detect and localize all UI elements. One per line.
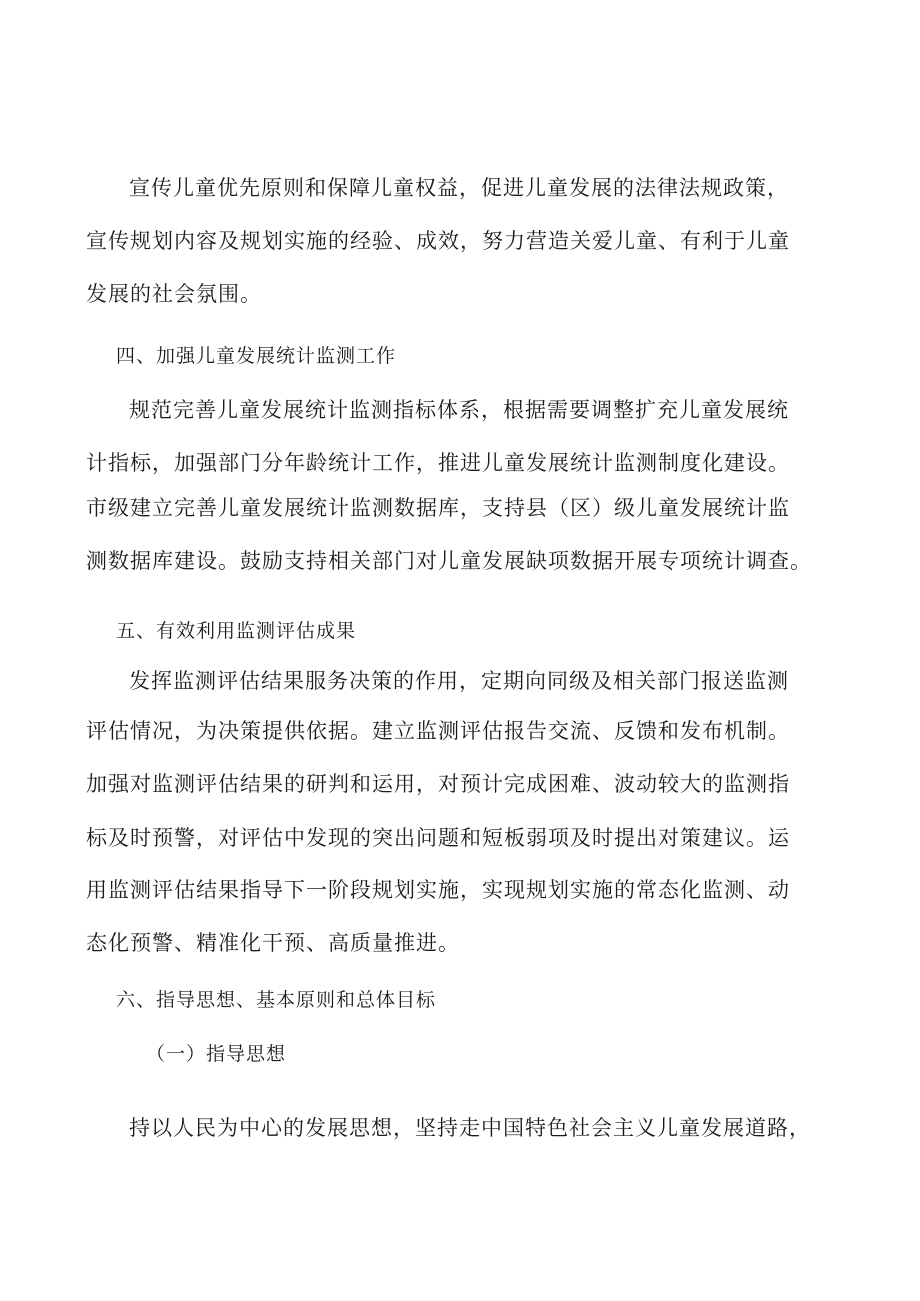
paragraph-line: 测数据库建设。鼓励支持相关部门对儿童发展缺项数据开展专项统计调查。 bbox=[86, 549, 812, 573]
paragraph-line: 规范完善儿童发展统计监测指标体系，根据需要调整扩充儿童发展统 bbox=[129, 398, 789, 422]
paragraph-line: 加强对监测评估结果的研判和运用，对预计完成困难、波动较大的监测指 bbox=[86, 772, 790, 796]
paragraph-line: 用监测评估结果指导下一阶段规划实施，实现规划实施的常态化监测、动 bbox=[86, 878, 790, 902]
paragraph-line: 宣传规划内容及规划实施的经验、成效，努力营造关爱儿童、有利于儿童 bbox=[86, 229, 790, 253]
paragraph-line: 市级建立完善儿童发展统计监测数据库，支持县（区）级儿童发展统计监 bbox=[86, 496, 790, 520]
paragraph-line: 计指标，加强部门分年龄统计工作，推进儿童发展统计监测制度化建设。 bbox=[86, 451, 790, 475]
section-heading: 五、有效利用监测评估成果 bbox=[116, 620, 357, 642]
paragraph-line: 态化预警、精准化干预、高质量推进。 bbox=[86, 931, 460, 955]
paragraph-line: 持以人民为中心的发展思想，坚持走中国特色社会主义儿童发展道路， bbox=[129, 1116, 811, 1140]
paragraph-line: 发挥监测评估结果服务决策的作用，定期向同级及相关部门报送监测 bbox=[129, 669, 789, 693]
paragraph-line: 宣传儿童优先原则和保障儿童权益，促进儿童发展的法律法规政策， bbox=[129, 176, 789, 200]
section-heading: 六、指导思想、基本原则和总体目标 bbox=[116, 989, 437, 1011]
paragraph-line: 标及时预警，对评估中发现的突出问题和短板弱项及时提出对策建议。运 bbox=[86, 826, 790, 850]
section-heading: 四、加强儿童发展统计监测工作 bbox=[116, 345, 397, 367]
subsection-heading: （一）指导思想 bbox=[146, 1043, 287, 1065]
paragraph-line: 发展的社会氛围。 bbox=[86, 282, 262, 306]
paragraph-line: 评估情况，为决策提供依据。建立监测评估报告交流、反馈和发布机制。 bbox=[86, 719, 790, 743]
